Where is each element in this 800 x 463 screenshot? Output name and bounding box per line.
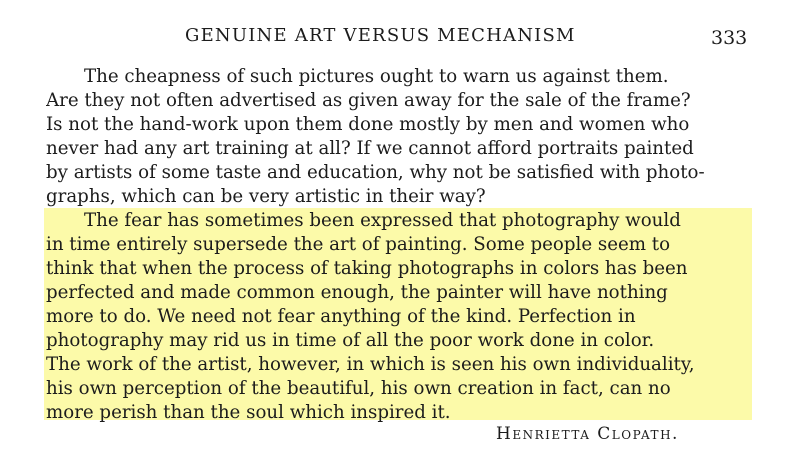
paragraph-line: more perish than the soul which inspired it.: [46, 402, 451, 423]
paragraph-line: photography may rid us in time of all the poor work done in color.: [46, 330, 655, 351]
paragraph-line: in time entirely supersede the art of painting. Some people seem to: [46, 234, 671, 255]
running-header-title: GENUINE ART VERSUS MECHANISM: [185, 25, 576, 46]
page-number: 333: [711, 27, 748, 49]
paragraph-line: graphs, which can be very artistic in their way?: [46, 186, 486, 207]
paragraph-line: perfected and made common enough, the painter will have nothing: [46, 282, 668, 303]
paragraph-line: his own perception of the beautiful, his own creation in fact, can no: [46, 378, 671, 399]
paragraph-line: by artists of some taste and education, why not be satisfied with photo-: [46, 162, 705, 183]
paragraph-line: think that when the process of taking photographs in colors has been: [46, 258, 688, 279]
author-signature: Henrietta Clopath.: [496, 424, 679, 444]
paragraph-line: The fear has sometimes been expressed that photography would: [84, 210, 681, 231]
paragraph-line: The cheapness of such pictures ought to warn us against them.: [84, 66, 669, 87]
paragraph-line: Is not the hand-work upon them done mostly by men and women who: [46, 114, 690, 135]
paragraph-line: The work of the artist, however, in which is seen his own individuality,: [46, 354, 695, 375]
paragraph-line: never had any art training at all? If we cannot afford portraits painted: [46, 138, 694, 159]
paragraph-line: more to do. We need not fear anything of the kind. Perfection in: [46, 306, 636, 327]
paragraph-line: Are they not often advertised as given away for the sale of the frame?: [46, 90, 691, 111]
